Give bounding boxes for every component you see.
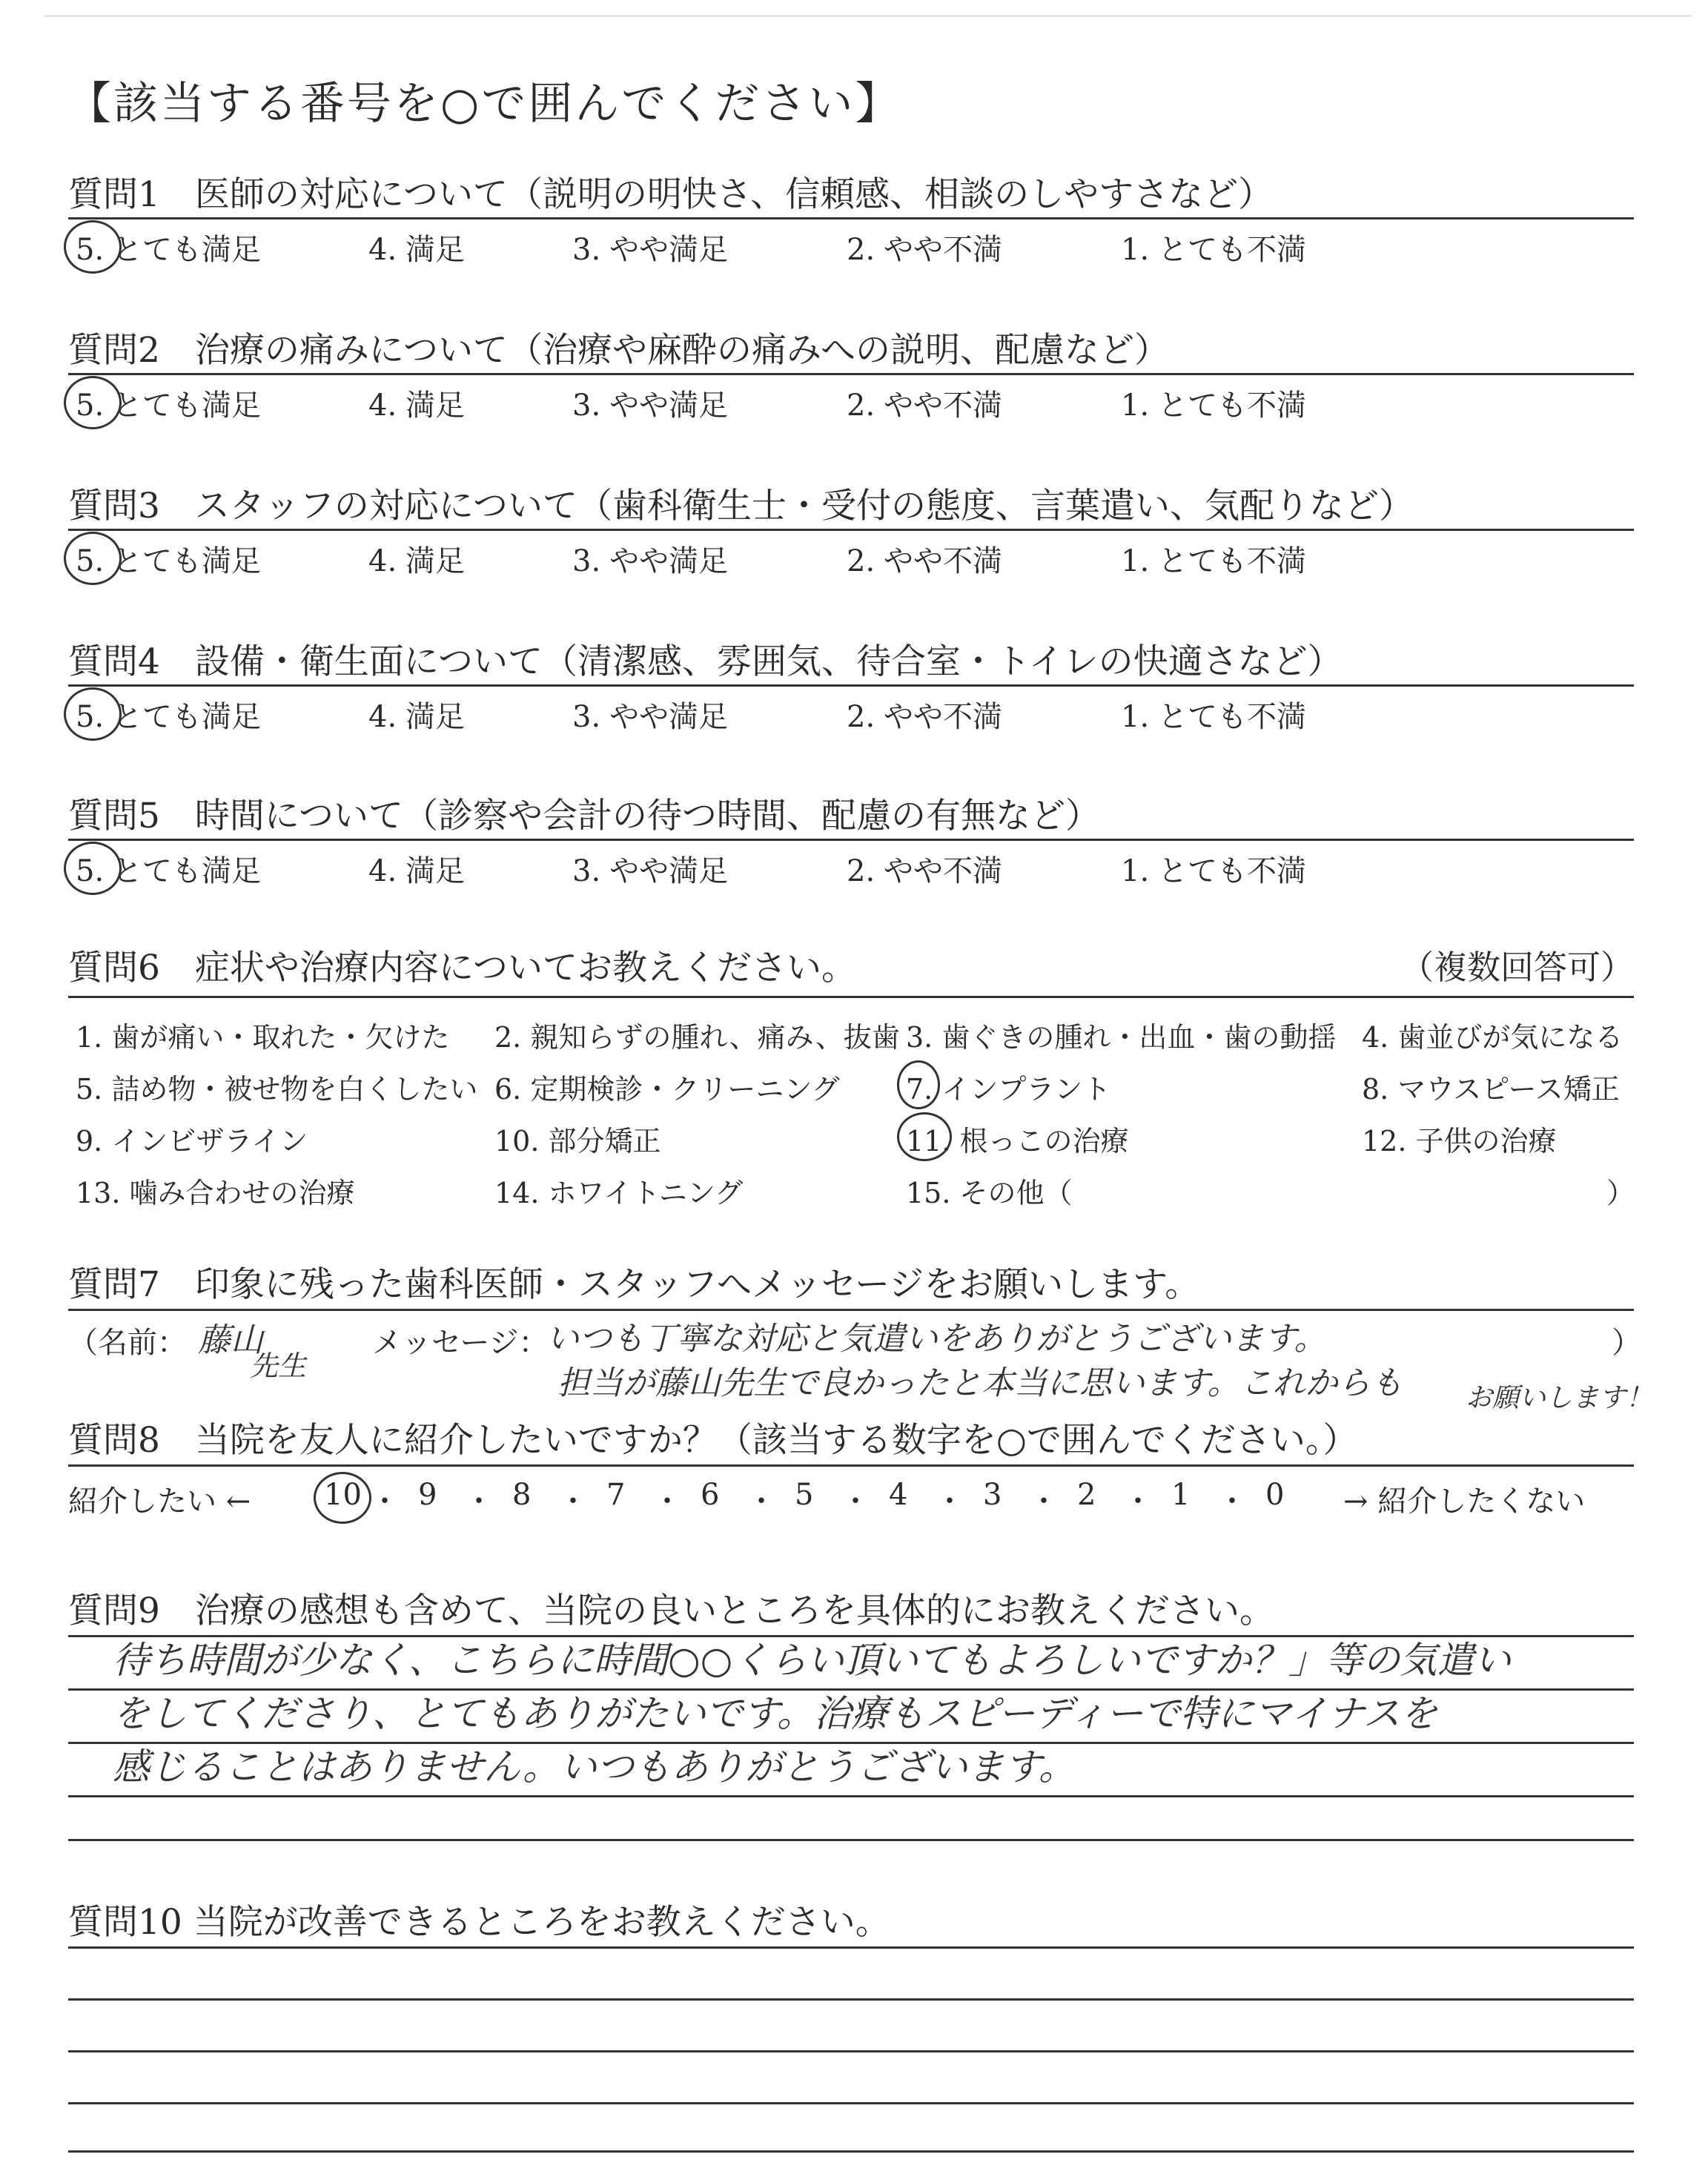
answer-10-rule-2[interactable] — [68, 1998, 1634, 2001]
rating-label: やや不満 — [884, 700, 1002, 734]
rating-number: 3. — [572, 233, 601, 267]
answer-9-line-3[interactable]: 感じることはありません。いつもありがとうございます。 — [113, 1745, 1076, 1789]
question-3-heading: 質問3 スタッフの対応について（歯科衛生士・受付の態度、言葉遣い、気配りなど） — [68, 486, 1414, 526]
scale-separator: ・ — [370, 1484, 400, 1519]
message-close-paren: ） — [1612, 1326, 1641, 1360]
rating-label: やや満足 — [609, 854, 728, 888]
rating-option[interactable] — [572, 693, 728, 736]
rating-label: やや満足 — [609, 233, 728, 267]
scale-separator: ・ — [558, 1484, 588, 1519]
question-2-heading: 質問2 治療の痛みについて（治療や麻酔の痛みへの説明、配慮など） — [68, 330, 1170, 371]
scale-value[interactable]: 7 — [606, 1478, 626, 1512]
scale-value[interactable]: 0 — [1265, 1478, 1285, 1512]
rating-number: 2. — [847, 233, 875, 267]
rating-option[interactable] — [572, 382, 728, 424]
rating-number: 5. — [76, 700, 105, 734]
scale-value[interactable]: 10 — [324, 1478, 362, 1512]
scale-value[interactable]: 3 — [983, 1478, 1002, 1512]
rating-number: 3. — [572, 544, 601, 578]
selected-circle-mark — [64, 220, 122, 274]
rating-number: 2. — [847, 854, 875, 888]
question-10 — [68, 1895, 1634, 1954]
rating-label: 満足 — [406, 389, 465, 423]
question-9 — [68, 1583, 1634, 1850]
selected-circle-mark — [64, 532, 122, 585]
selected-circle-mark — [64, 687, 122, 741]
rating-option[interactable] — [1121, 848, 1306, 890]
question-2 — [68, 323, 1634, 449]
rating-number: 5. — [76, 389, 105, 423]
scale-separator: ・ — [464, 1484, 494, 1519]
scale-value[interactable]: 6 — [701, 1478, 720, 1512]
selected-circle-mark — [64, 376, 122, 429]
question-7-rule — [68, 1309, 1634, 1311]
message-label: メッセージ： — [372, 1326, 549, 1360]
rating-number: 3. — [572, 854, 601, 888]
rating-label: とても満足 — [113, 233, 261, 267]
question-5-heading: 質問5 時間について（診察や会計の待つ時間、配慮の有無など） — [68, 796, 1100, 836]
question-8-rule — [68, 1464, 1634, 1467]
rating-label: とても満足 — [113, 389, 261, 423]
answer-9-rule-3 — [68, 1795, 1634, 1797]
question-2-rule — [68, 373, 1634, 375]
rating-number: 1. — [1121, 544, 1150, 578]
treatment-option[interactable]: 1. 歯が痛い・取れた・欠けた — [76, 1021, 450, 1054]
scale-separator: ・ — [652, 1484, 682, 1519]
rating-label: やや不満 — [884, 389, 1002, 423]
rating-option[interactable] — [1121, 226, 1306, 268]
question-6-rule — [68, 996, 1634, 998]
rating-number: 2. — [847, 544, 875, 578]
question-4-heading: 質問4 設備・衛生面について（清潔感、雰囲気、待合室・トイレの快適さなど） — [68, 641, 1343, 682]
scale-value[interactable]: 8 — [512, 1478, 532, 1512]
treatment-option[interactable]: 13. 噛み合わせの治療 — [76, 1177, 355, 1209]
question-10-heading: 質問10 当院が改善できるところをお教えください。 — [68, 1902, 890, 1943]
handwritten-message-line-3: お願いします！ — [1466, 1383, 1653, 1413]
question-4-rule — [68, 684, 1634, 687]
treatment-option[interactable]: 3. 歯ぐきの腫れ・出血・歯の動揺 — [906, 1021, 1337, 1054]
rating-option[interactable] — [847, 693, 1002, 736]
answer-9-rule-4 — [68, 1839, 1634, 1841]
rating-label: とても不満 — [1158, 389, 1306, 423]
treatment-option[interactable]: 4. 歯並びが気になる — [1362, 1021, 1623, 1054]
rating-label: とても不満 — [1158, 700, 1306, 734]
rating-label: とても不満 — [1158, 233, 1306, 267]
answer-10-rule-3[interactable] — [68, 2050, 1634, 2052]
scale-left-label: 紹介したい ← — [68, 1484, 251, 1519]
rating-number: 4. — [368, 389, 397, 423]
treatment-option[interactable]: 15. その他（ — [906, 1177, 1073, 1209]
answer-10-rule-4[interactable] — [68, 2102, 1634, 2104]
treatment-option[interactable]: 14. ホワイトニング — [494, 1177, 744, 1209]
question-7 — [68, 1257, 1653, 1413]
rating-number: 4. — [368, 700, 397, 734]
rating-number: 2. — [847, 389, 875, 423]
form-title: 【該当する番号を○で囲んでください】 — [67, 78, 902, 130]
rating-label: やや不満 — [884, 544, 1002, 578]
rating-number: 2. — [847, 700, 875, 734]
page-top-edge — [44, 15, 1692, 17]
selected-circle-mark — [897, 1060, 940, 1109]
rating-option[interactable] — [847, 226, 1002, 268]
rating-option[interactable] — [847, 382, 1002, 424]
handwritten-message-line-1[interactable]: いつも丁寧な対応と気遣いをありがとうございます。 — [546, 1320, 1327, 1358]
other-close-paren: ） — [1606, 1177, 1635, 1209]
rating-number: 5. — [76, 233, 105, 267]
question-5 — [68, 788, 1634, 914]
question-7-heading: 質問7 印象に残った歯科医師・スタッフへメッセージをお願いします。 — [68, 1264, 1200, 1305]
scale-value[interactable]: 9 — [418, 1478, 437, 1512]
question-3 — [68, 478, 1634, 604]
handwritten-name[interactable]: 藤山 — [198, 1321, 263, 1359]
rating-option[interactable] — [572, 538, 728, 580]
rating-option[interactable] — [368, 693, 465, 736]
treatment-option[interactable]: 10. 部分矯正 — [494, 1125, 661, 1157]
rating-label: やや満足 — [609, 700, 728, 734]
rating-label: やや不満 — [884, 233, 1002, 267]
scale-value[interactable]: 4 — [889, 1478, 908, 1512]
question-6-heading: 質問6 症状や治療内容についてお教えください。 — [68, 948, 856, 988]
question-9-heading: 質問9 治療の感想も含めて、当院の良いところを具体的にお教えください。 — [68, 1591, 1274, 1631]
rating-option[interactable] — [847, 538, 1002, 580]
rating-number: 1. — [1121, 854, 1150, 888]
rating-option[interactable] — [572, 848, 728, 890]
rating-label: やや不満 — [884, 854, 1002, 888]
handwritten-name-suffix: 先生 — [250, 1350, 307, 1382]
rating-label: やや満足 — [609, 389, 728, 423]
name-label: （名前： — [68, 1326, 187, 1360]
question-4 — [68, 634, 1634, 760]
rating-label: 満足 — [406, 544, 465, 578]
referral-scale — [68, 1478, 1634, 1522]
scale-separator: ・ — [747, 1484, 776, 1519]
treatment-option[interactable]: 11. 根っこの治療 — [906, 1125, 1129, 1157]
question-5-rule — [68, 839, 1634, 841]
rating-option[interactable] — [1121, 382, 1306, 424]
question-1-rule — [68, 217, 1634, 219]
rating-option[interactable] — [368, 382, 465, 424]
question-6 — [68, 940, 1634, 1222]
multiple-answers-note: （複数回答可） — [1400, 948, 1634, 987]
scale-value[interactable]: 2 — [1077, 1478, 1096, 1512]
rating-number: 1. — [1121, 700, 1150, 734]
question-8-heading: 質問8 当院を友人に紹介したいですか？（該当する数字を○で囲んでください。） — [68, 1420, 1358, 1461]
treatment-options — [68, 1014, 1634, 1237]
question-1 — [68, 167, 1634, 293]
rating-label: とても不満 — [1158, 854, 1306, 888]
rating-number: 4. — [368, 544, 397, 578]
rating-number: 3. — [572, 700, 601, 734]
selected-circle-mark — [314, 1472, 371, 1524]
rating-number: 1. — [1121, 233, 1150, 267]
treatment-option[interactable]: 9. インビザライン — [76, 1125, 308, 1157]
rating-number: 4. — [368, 854, 397, 888]
scale-separator: ・ — [841, 1484, 870, 1519]
rating-label: とても満足 — [113, 700, 261, 734]
rating-number: 3. — [572, 389, 601, 423]
rating-label: 満足 — [406, 700, 465, 734]
scale-value[interactable]: 1 — [1171, 1478, 1191, 1512]
selected-circle-mark — [897, 1112, 952, 1161]
answer-10-rule-5[interactable] — [68, 2150, 1634, 2153]
rating-option[interactable] — [572, 226, 728, 268]
question-1-heading: 質問1 医師の対応について（説明の明快さ、信頼感、相談のしやすさなど） — [68, 174, 1274, 215]
rating-option[interactable] — [847, 848, 1002, 890]
rating-label: 満足 — [406, 854, 465, 888]
rating-number: 5. — [76, 544, 105, 578]
scale-separator: ・ — [1029, 1484, 1059, 1519]
rating-option[interactable] — [368, 848, 465, 890]
rating-option[interactable] — [1121, 538, 1306, 580]
treatment-option[interactable]: 8. マウスピース矯正 — [1362, 1073, 1620, 1106]
question-8 — [68, 1413, 1634, 1539]
scale-separator: ・ — [1123, 1484, 1153, 1519]
rating-option[interactable] — [368, 538, 465, 580]
answer-9-line-2[interactable]: をしてくださり、とてもありがたいです。治療もスピーディーで特にマイナスを — [113, 1692, 1437, 1735]
rating-label: やや満足 — [609, 544, 728, 578]
answer-10-rule-1[interactable] — [68, 1946, 1634, 1949]
rating-label: とても満足 — [113, 544, 261, 578]
question-3-rule — [68, 529, 1634, 531]
rating-number: 5. — [76, 854, 105, 888]
treatment-option[interactable]: 2. 親知らずの腫れ、痛み、抜歯 — [494, 1021, 900, 1054]
rating-option[interactable] — [1121, 693, 1306, 736]
rating-label: とても満足 — [113, 854, 261, 888]
treatment-option[interactable]: 5. 詰め物・被せ物を白くしたい — [76, 1073, 478, 1106]
rating-number: 1. — [1121, 389, 1150, 423]
rating-option[interactable] — [368, 226, 465, 268]
scale-right-label: → 紹介したくない — [1343, 1484, 1586, 1519]
scale-separator: ・ — [935, 1484, 964, 1519]
treatment-option[interactable]: 12. 子供の治療 — [1362, 1125, 1557, 1157]
answer-9-line-1[interactable]: 待ち時間が少なく、こちらに時間○○くらい頂いてもよろしいですか？」等の気遣い — [113, 1639, 1512, 1682]
rating-number: 4. — [368, 233, 397, 267]
treatment-option[interactable]: 6. 定期検診・クリーニング — [494, 1073, 840, 1106]
scale-value[interactable]: 5 — [795, 1478, 814, 1512]
handwritten-message-line-2: 担当が藤山先生で良かったと本当に思います。これからも — [557, 1364, 1403, 1402]
selected-circle-mark — [64, 842, 122, 895]
rating-label: 満足 — [406, 233, 465, 267]
treatment-option[interactable]: 7. インプラント — [906, 1073, 1111, 1106]
rating-label: とても不満 — [1158, 544, 1306, 578]
scale-separator: ・ — [1217, 1484, 1247, 1519]
